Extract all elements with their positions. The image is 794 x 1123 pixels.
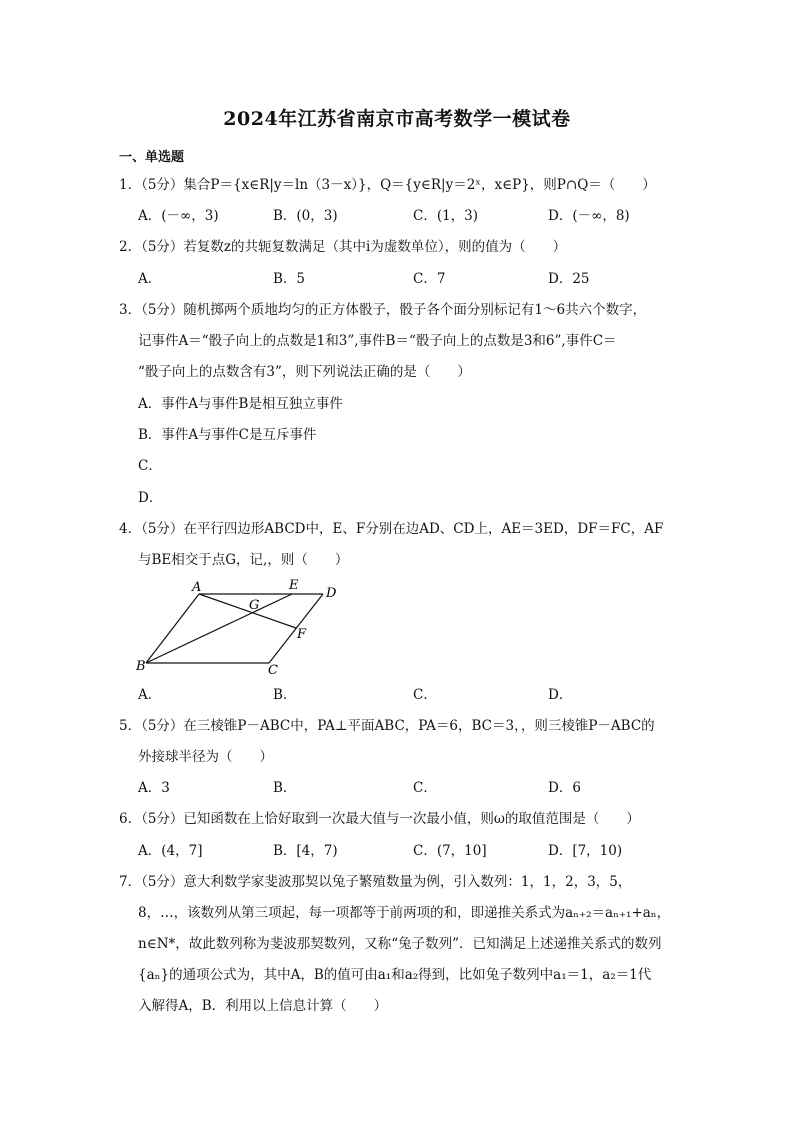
question-3-line-3: “骰子向上的点数含有3”，则下列说法正确的是（ ） — [138, 364, 471, 380]
q1-option-a: A．(－∞，3) — [138, 208, 219, 224]
q3-option-c: C． — [138, 458, 162, 474]
question-3-line-1: 3．（5分）随机掷两个质地均匀的正方体骰子，骰子各个面分别标记有1～6共六个数字， — [119, 302, 647, 318]
q1-option-b: B．(0，3) — [273, 208, 338, 224]
label-b: B — [136, 659, 146, 674]
q3-option-d: D． — [138, 490, 163, 506]
question-6-text: 6．（5分）已知函数在上恰好取到一次最大值与一次最小值，则ω的取值范围是（ ） — [119, 811, 640, 827]
question-5-line-2: 外接球半径为（ ） — [138, 749, 273, 765]
question-4-line-1: 4．（5分）在平行四边形ABCD中，E、F分别在边AD、CD上，AE＝3ED，DF＝FC，AF — [119, 521, 664, 537]
q2-option-c: C．7 — [413, 271, 446, 287]
q4-option-d: D． — [548, 687, 573, 703]
q6-option-c: C．(7，10] — [413, 843, 487, 859]
q1-option-d: D．(－∞，8) — [548, 208, 630, 224]
label-d: D — [326, 586, 337, 601]
segment-be — [146, 594, 292, 663]
question-2-text: 2．（5分）若复数z的共轭复数满足（其中i为虚数单位），则的值为（ ） — [119, 239, 567, 255]
question-7-line-5: 入解得A，B．利用以上信息计算（ ） — [138, 998, 388, 1014]
label-e: E — [289, 578, 299, 593]
q3-option-a: A．事件A与事件B是相互独立事件 — [138, 396, 343, 412]
q5-option-b: B． — [273, 780, 297, 796]
q2-option-a: A． — [138, 271, 162, 287]
question-7-line-3: n∈N*，故此数列称为斐波那契数列，又称“兔子数列”．已知满足上述递推关系式的数列 — [138, 936, 662, 952]
label-a: A — [192, 580, 202, 595]
label-c: C — [268, 663, 278, 678]
q6-option-a: A．(4，7] — [138, 843, 203, 859]
q2-option-b: B．5 — [273, 271, 306, 287]
q2-option-d: D．25 — [548, 271, 590, 287]
section-heading: 一、单选题 — [119, 150, 185, 165]
q5-option-d: D．6 — [548, 780, 581, 796]
q4-option-c: C． — [413, 687, 437, 703]
question-4-line-2: 与BE相交于点G，记,，则（ ） — [138, 552, 349, 568]
label-f: F — [297, 627, 307, 642]
q5-option-a: A．3 — [138, 780, 170, 796]
label-g: G — [249, 598, 260, 613]
question-3-line-2: 记事件A＝“骰子向上的点数是1和3”,事件B＝“骰子向上的点数是3和6”,事件C＝ — [138, 333, 617, 349]
q4-option-a: A． — [138, 687, 162, 703]
question-1-text: 1．（5分）集合P＝{x∈R|y＝ln（3－x）}，Q＝{y∈R|y＝2ˣ，x∈P}，则P∩Q＝（ ） — [119, 177, 656, 193]
q6-option-b: B．[4，7) — [273, 843, 338, 859]
question-5-line-1: 5．（5分）在三棱锥P－ABC中，PA⊥平面ABC，PA＝6，BC＝3，，则三棱锥P－ABC的 — [119, 718, 655, 734]
q5-option-c: C． — [413, 780, 437, 796]
question-7-line-2: 8，…，该数列从第三项起，每一项都等于前两项的和，即递推关系式为aₙ₊₂＝aₙ₊₁+aₙ， — [138, 905, 671, 921]
parallelogram-figure — [134, 578, 344, 678]
q3-option-b: B．事件A与事件C是互斥事件 — [138, 427, 317, 443]
q1-option-c: C．(1，3) — [413, 208, 479, 224]
question-7-line-4: {aₙ}的通项公式为，其中A，B的值可由a₁和a₂得到，比如兔子数列中a₁＝1，a₂＝1代 — [138, 967, 652, 983]
edge-dc — [269, 594, 323, 663]
page-title: 2024年江苏省南京市高考数学一模试卷 — [223, 108, 571, 130]
question-7-line-1: 7．（5分）意大利数学家斐波那契以兔子繁殖数量为例，引入数列：1，1，2，3，5， — [119, 874, 632, 890]
edge-ba — [146, 594, 199, 663]
q4-option-b: B． — [273, 687, 297, 703]
q6-option-d: D．[7，10) — [548, 843, 623, 859]
